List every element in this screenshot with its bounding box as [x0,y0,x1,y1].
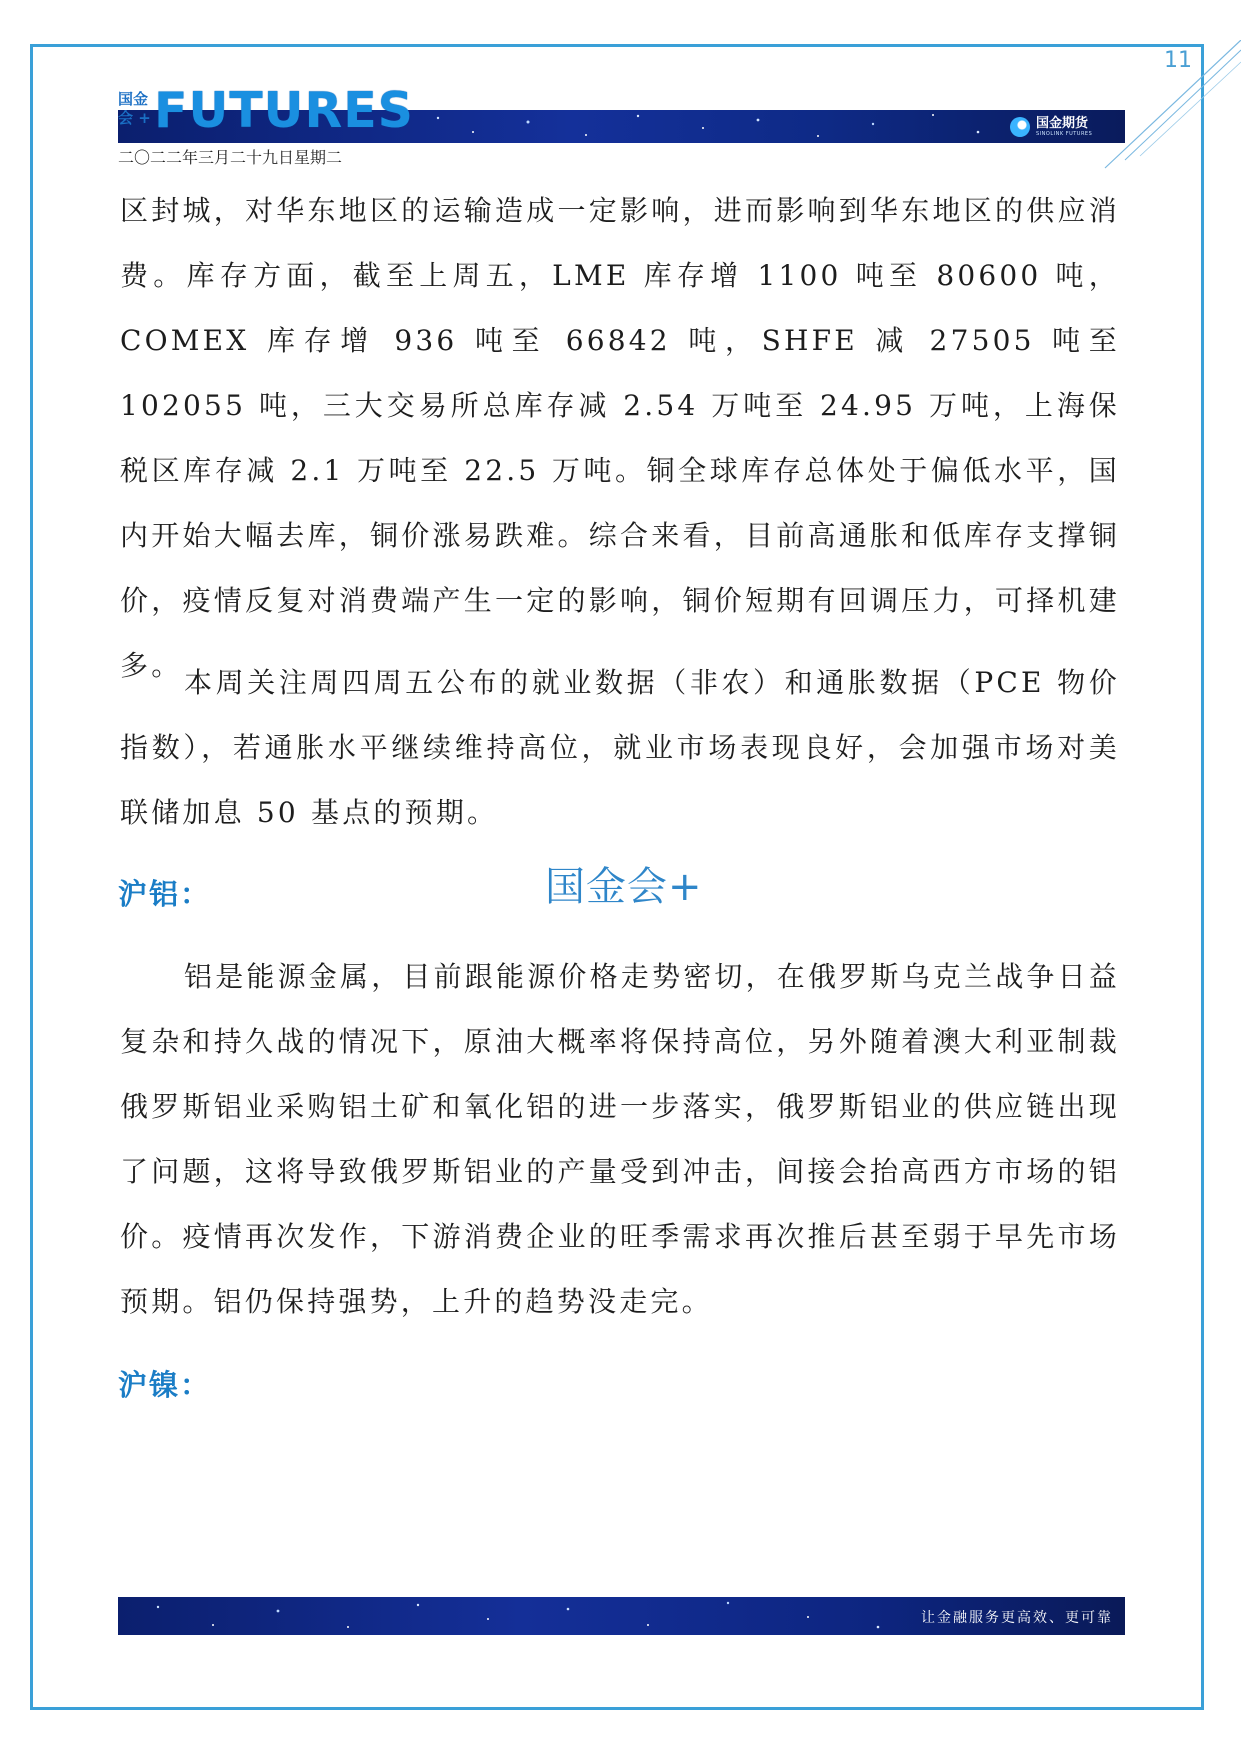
footer-slogan: 让金融服务更高效、更可靠 [921,1610,1113,1626]
sinolink-logo-icon [1010,117,1030,137]
watermark-text: 国金会+ [545,864,703,910]
brand-name-cn: 国金期货 [1036,116,1089,131]
logo-futures-wordmark: FUTURES [154,82,414,139]
section-heading-nickel: 沪镍： [118,1368,212,1402]
brand-name-en: SINOLINK FUTURES [1036,131,1093,137]
report-date: 二〇二二年三月二十九日星期二 [118,148,343,167]
footer-band [118,1597,1125,1635]
paragraph-macro-outlook: 本周关注周四周五公布的就业数据（非农）和通胀数据（PCE 物价指数），若通胀水平继续维持高位，就业市场表现良好，会加强市场对美联储加息 50 基点的预期。 [120,666,1120,829]
section-heading-aluminum: 沪铝： [118,877,212,911]
paragraph-aluminum: 铝是能源金属，目前跟能源价格走势密切，在俄罗斯乌克兰战争日益复杂和持久战的情况下，原油大概率将保持高位，另外随着澳大利亚制裁俄罗斯铝业采购铝土矿和氧化铝的进一步落实，俄罗斯铝业的供应链出现了问题，这将导致俄罗斯铝业的产量受到冲击，间接会抬高西方市场的铝价。疫情再次发作，下游消费企业的旺季需求再次推后甚至弱于早先市场预期。铝仍保持强势，上升的趋势没走完。 [120,960,1121,1318]
page-number: 11 [1164,48,1192,73]
logo-cn-text: 国金 会 + [118,90,151,127]
paragraph-copper-inventory: 区封城，对华东地区的运输造成一定影响，进而影响到华东地区的供应消费。库存方面，截至上周五，LME 库存增 1100 吨至 80600 吨，COMEX 库存增 936 吨至 66842 吨，SHFE 减 27505 吨至 102055 吨，三大交易所总库存减 2.54 万吨至 24.95 万吨，上海保税区库存减 2.1 万吨至 22.5 万吨。铜全球库存总体处于偏低水平，国内开始大幅去库，铜价涨易跌难。综合来看，目前高通胀和低库存支撑铜价，疫情反复对消费端产生一定的影响，铜价短期有回调压力，可择机建多。 [120,194,1120,682]
sinolink-brand [1010,114,1092,140]
